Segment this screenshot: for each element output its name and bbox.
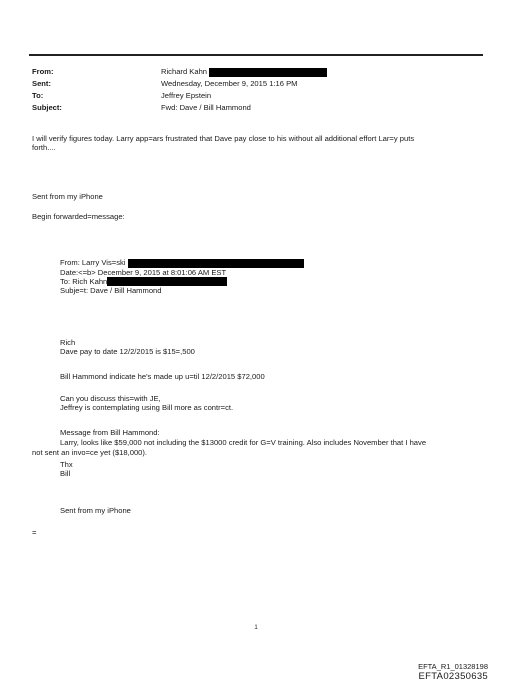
intro-line-2: forth.... [32, 143, 56, 153]
sent-from-iphone-2: Sent from my iPhone [60, 506, 131, 515]
discuss-line-2: Jeffrey is contemplating using Bill more as contr=ct. [60, 403, 234, 413]
from-row [32, 66, 327, 78]
fwd-to-text: To: Rich Kahn [60, 276, 108, 286]
header-divider [29, 54, 483, 56]
fwd-subject-line: Subje=t: Dave / Bill Hammond [60, 286, 162, 296]
intro-paragraph [32, 134, 414, 153]
from-name: Richard Kahn [161, 67, 208, 77]
subject-row [32, 102, 327, 114]
signature-bill: Bill [60, 469, 71, 479]
fwd-to-line [60, 277, 304, 287]
from-value [161, 67, 327, 77]
greeting: Rich [60, 338, 76, 347]
sent-value: Wednesday, December 9, 2015 1:16 PM [161, 79, 298, 89]
email-header [32, 66, 327, 114]
sent-label: Sent: [32, 79, 51, 89]
fwd-from-text: From: Larry Vis=ski [60, 258, 126, 267]
bates-number-2: EFTA02350635 [418, 671, 488, 683]
to-row [32, 90, 327, 102]
to-value: Jeffrey Epstein [161, 91, 212, 101]
discuss-line-1: Can you discuss this=with JE, [60, 394, 161, 403]
thx: Thx [60, 460, 73, 469]
signoff [60, 460, 73, 479]
discuss-paragraph [60, 394, 233, 413]
larry-line-2: not sent an invo=ce yet ($18,000). [32, 448, 148, 457]
message-from-bill: Message from Bill Hammond: [60, 428, 160, 437]
message-body [60, 338, 195, 357]
to-label: To: [32, 91, 44, 101]
forwarded-header [60, 258, 304, 296]
page-number: 1 [254, 625, 258, 631]
redaction-box [107, 277, 227, 286]
intro-line-1: I will verify figures today. Larry app=ars frustrated that Dave pay close to his without all additional effort Lar=y puts [32, 134, 415, 143]
begin-forwarded-message: Begin forwarded=message: [32, 212, 125, 221]
dave-pay-line: Dave pay to date 12/2/2015 is $15=,500 [60, 347, 195, 357]
sent-row [32, 78, 327, 90]
bates-number-1: EFTA_R1_01328198 [418, 662, 488, 671]
subject-value: Fwd: Dave / Bill Hammond [161, 103, 251, 113]
redaction-box [209, 68, 327, 77]
fwd-date-line: Date:<=b> December 9, 2015 at 8:01:06 AM EST [60, 267, 227, 277]
from-label: From: [32, 67, 54, 77]
redaction-box [128, 259, 304, 268]
bates-stamp [418, 662, 488, 683]
sent-from-iphone: Sent from my iPhone [32, 192, 103, 201]
bill-hammond-line: Bill Hammond indicate he's made up u=til 12/2/2015 $72,000 [60, 372, 265, 381]
fwd-from-line [60, 258, 304, 268]
subject-label: Subject: [32, 103, 62, 113]
trailing-equals: = [32, 528, 37, 537]
larry-line-1: Larry, looks like $59,000 not including the $13000 credit for G=V training. Also includes November that I have [60, 438, 427, 447]
